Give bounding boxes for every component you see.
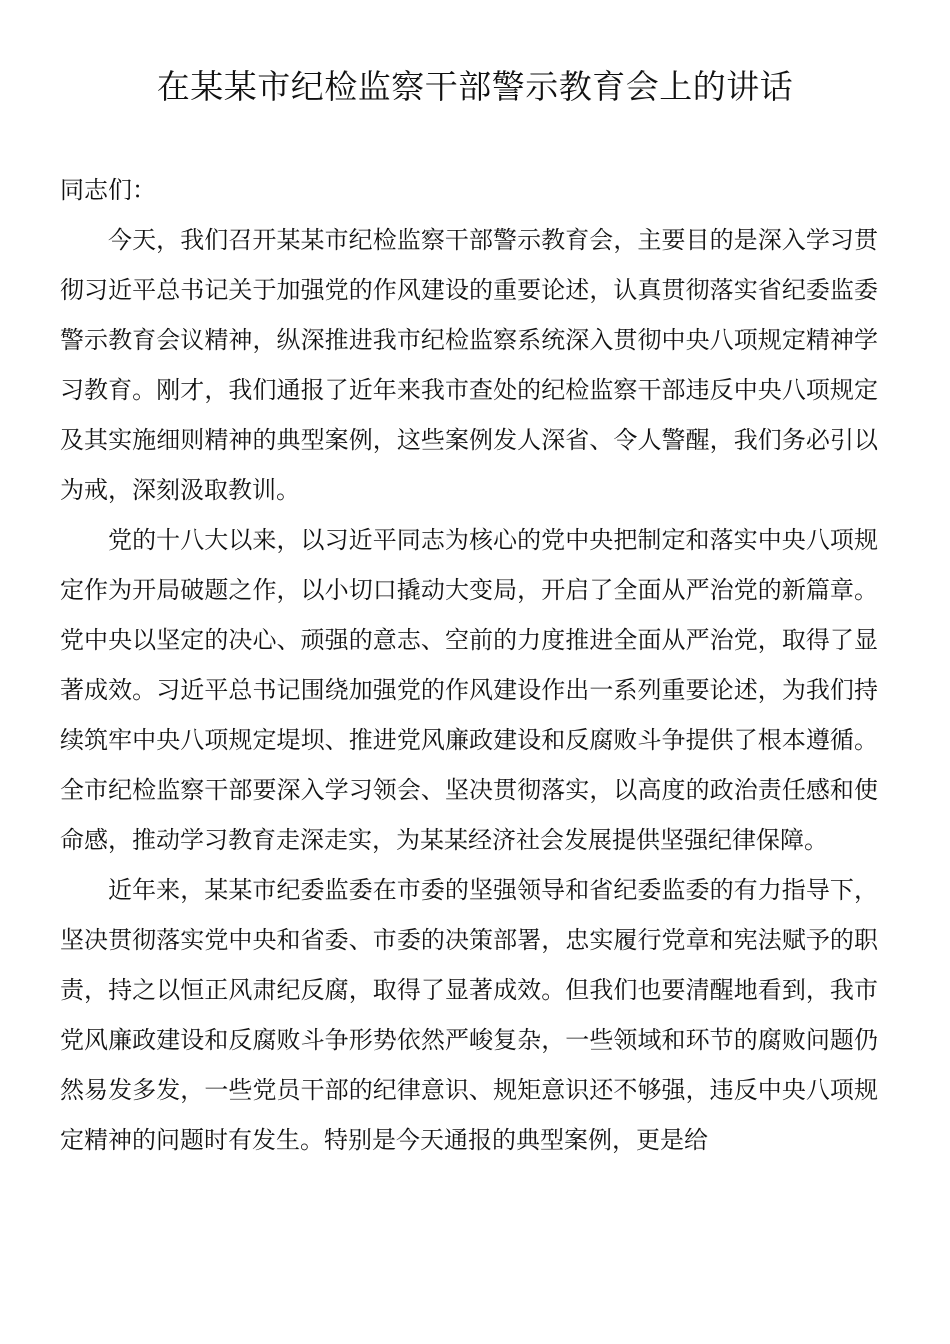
paragraph-3: 近年来，某某市纪委监委在市委的坚强领导和省纪委监委的有力指导下，坚决贯彻落实党中央和省委、市委的决策部署，忠实履行党章和宪法赋予的职责，持之以恒正风肃纪反腐，取得了显著成效。但我们也要清醒地看到，我市党风廉政建设和反腐败斗争形势依然严峻复杂，一些领域和环节的腐败问题仍然易发多发，一些党员干部的纪律意识、规矩意识还不够强，违反中央八项规定精神的问题时有发生。特别是今天通报的典型案例，更是给 [60, 876, 878, 1154]
paragraph-1: 今天，我们召开某某市纪检监察干部警示教育会，主要目的是深入学习贯彻习近平总书记关于加强党的作风建设的重要论述，认真贯彻落实省纪委监委警示教育会议精神，纵深推进我市纪检监察系统深入贯彻中央八项规定精神学习教育。刚才，我们通报了近年来我市查处的纪检监察干部违反中央八项规定及其实施细则精神的典型案例，这些案例发人深省、令人警醒，我们务必引以为戒，深刻汲取教训。 [60, 226, 878, 504]
document-body [60, 165, 878, 1165]
salutation: 同志们： [60, 176, 156, 204]
document-title: 在某某市纪检监察干部警示教育会上的讲话 [156, 67, 794, 106]
paragraph-2: 党的十八大以来，以习近平同志为核心的党中央把制定和落实中央八项规定作为开局破题之作，以小切口撬动大变局，开启了全面从严治党的新篇章。党中央以坚定的决心、顽强的意志、空前的力度推进全面从严治党，取得了显著成效。习近平总书记围绕加强党的作风建设作出一系列重要论述，为我们持续筑牢中央八项规定堤坝、推进党风廉政建设和反腐败斗争提供了根本遵循。全市纪检监察干部要深入学习领会、坚决贯彻落实，以高度的政治责任感和使命感，推动学习教育走深走实，为某某经济社会发展提供坚强纪律保障。 [60, 526, 878, 854]
